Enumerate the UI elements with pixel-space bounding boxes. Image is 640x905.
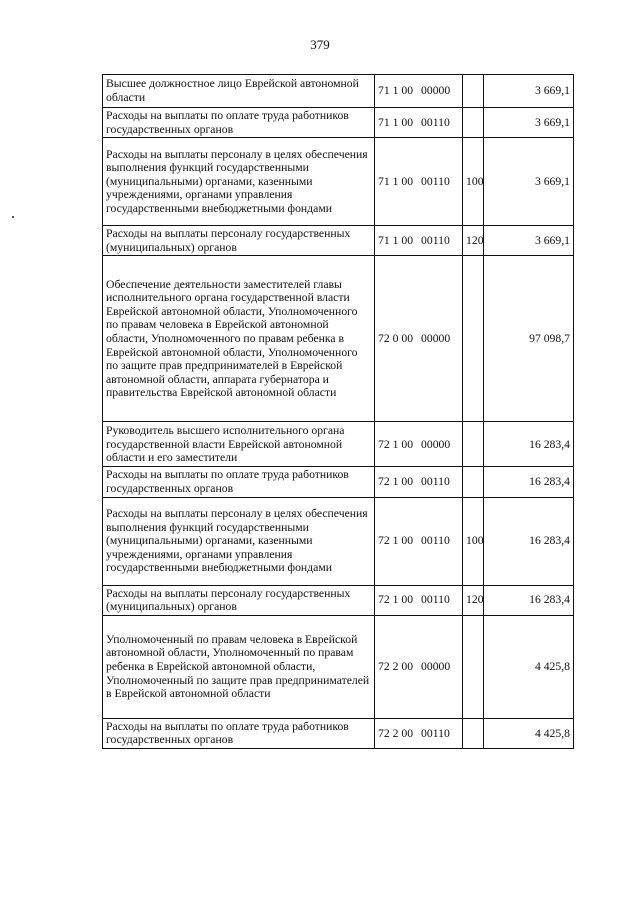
- table-row: [103, 108, 574, 138]
- table-row: [103, 422, 574, 467]
- expense-name: Расходы на выплаты по оплате труда работников государственных органов: [103, 467, 375, 497]
- expense-type-code: [463, 615, 484, 718]
- table-row: [103, 75, 574, 108]
- table-row: [103, 718, 574, 748]
- table-row: [103, 256, 574, 422]
- program-code: 72 1 00: [378, 475, 414, 489]
- expense-name: Расходы на выплаты персоналу государственных (муниципальных) органов: [103, 226, 375, 256]
- expense-name: Уполномоченный по правам человека в Еврейской автономной области, Уполномоченный по правам ребенка в Еврейской автономной области, Уполномоченный по защите прав предпринимателей в Еврейской автономной области: [103, 615, 375, 718]
- expense-name: Расходы на выплаты по оплате труда работников государственных органов: [103, 718, 375, 748]
- program-code: 72 2 00: [378, 726, 414, 740]
- target-article-code: [375, 718, 463, 748]
- table-row: [103, 138, 574, 226]
- target-article-code: [375, 467, 463, 497]
- target-article-code: [375, 585, 463, 615]
- amount: 4 425,8: [484, 718, 574, 748]
- expense-name: Расходы на выплаты персоналу государственных (муниципальных) органов: [103, 585, 375, 615]
- amount: 4 425,8: [484, 615, 574, 718]
- table-row: [103, 467, 574, 497]
- expense-type-code: [463, 256, 484, 422]
- amount: 3 669,1: [484, 75, 574, 108]
- amount: 3 669,1: [484, 226, 574, 256]
- expense-name: Расходы на выплаты по оплате труда работников государственных органов: [103, 108, 375, 138]
- expense-type-code: [463, 467, 484, 497]
- target-article-code: [375, 256, 463, 422]
- table-row: [103, 226, 574, 256]
- program-code: 71 1 00: [378, 174, 414, 188]
- direction-code: 00000: [421, 659, 451, 673]
- scan-speck: [12, 216, 14, 218]
- expense-type-code: 120: [463, 226, 484, 256]
- direction-code: 00110: [421, 475, 450, 489]
- expense-type-code: [463, 718, 484, 748]
- table-row: [103, 585, 574, 615]
- program-code: 71 1 00: [378, 233, 414, 247]
- expense-name: Обеспечение деятельности заместителей главы исполнительного органа государственной власти Еврейской автономной области, Уполномоченного по правам человека в Еврейской автономной области, Уполномоченного по правам ребенка в Еврейской автономной области, Уполномоченного по защите прав предпринимателей в Еврейской автономной области, аппарата губернатора и правительства Еврейской автономной области: [103, 256, 375, 422]
- expense-type-code: [463, 422, 484, 467]
- direction-code: 00110: [421, 115, 450, 129]
- direction-code: 00110: [421, 534, 450, 548]
- target-article-code: [375, 422, 463, 467]
- program-code: 71 1 00: [378, 84, 414, 98]
- direction-code: 00000: [421, 84, 451, 98]
- amount: 3 669,1: [484, 138, 574, 226]
- target-article-code: [375, 75, 463, 108]
- amount: 97 098,7: [484, 256, 574, 422]
- program-code: 72 1 00: [378, 534, 414, 548]
- amount: 16 283,4: [484, 497, 574, 585]
- expense-type-code: 100: [463, 497, 484, 585]
- amount: 16 283,4: [484, 467, 574, 497]
- table-row: [103, 615, 574, 718]
- page-number: 379: [310, 37, 330, 52]
- target-article-code: [375, 138, 463, 226]
- expense-name: Расходы на выплаты персоналу в целях обеспечения выполнения функций государственными (муниципальными) органами, казенными учреждениями, органами управления государственными внебюджетными фондами: [103, 497, 375, 585]
- target-article-code: [375, 108, 463, 138]
- target-article-code: [375, 615, 463, 718]
- target-article-code: [375, 497, 463, 585]
- program-code: 72 2 00: [378, 659, 414, 673]
- program-code: 72 1 00: [378, 437, 414, 451]
- direction-code: 00110: [421, 726, 450, 740]
- target-article-code: [375, 226, 463, 256]
- program-code: 72 0 00: [378, 332, 414, 346]
- program-code: 72 1 00: [378, 593, 414, 607]
- direction-code: 00000: [421, 332, 451, 346]
- direction-code: 00000: [421, 437, 451, 451]
- direction-code: 00110: [421, 593, 450, 607]
- expense-type-code: 120: [463, 585, 484, 615]
- amount: 3 669,1: [484, 108, 574, 138]
- direction-code: 00110: [421, 233, 450, 247]
- expense-name: Высшее должностное лицо Еврейской автономной области: [103, 75, 375, 108]
- expense-type-code: 100: [463, 138, 484, 226]
- table-row: [103, 497, 574, 585]
- expense-name: Расходы на выплаты персоналу в целях обеспечения выполнения функций государственными (муниципальными) органами, казенными учреждениями, органами управления государственными внебюджетными фондами: [103, 138, 375, 226]
- budget-table: [102, 74, 574, 749]
- expense-type-code: [463, 75, 484, 108]
- program-code: 71 1 00: [378, 115, 414, 129]
- expense-name: Руководитель высшего исполнительного органа государственной власти Еврейской автономной области и его заместители: [103, 422, 375, 467]
- expense-type-code: [463, 108, 484, 138]
- amount: 16 283,4: [484, 422, 574, 467]
- amount: 16 283,4: [484, 585, 574, 615]
- direction-code: 00110: [421, 174, 450, 188]
